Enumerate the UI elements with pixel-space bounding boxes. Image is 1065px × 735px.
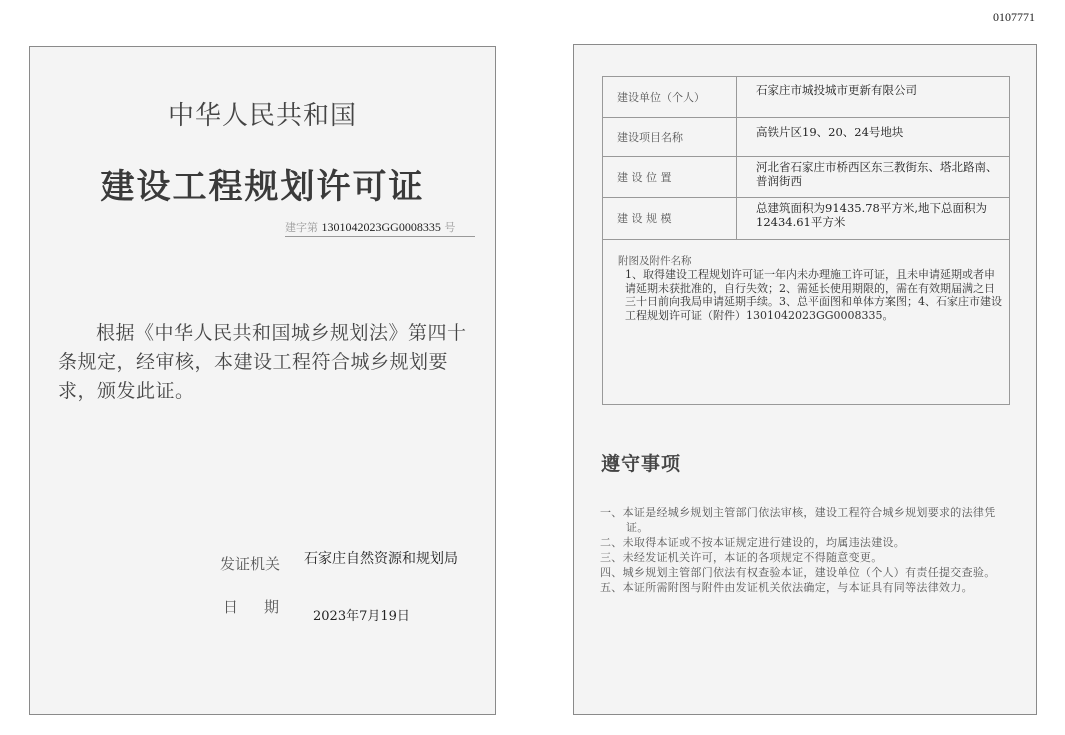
issuer-label: 发证机关 (220, 555, 281, 573)
country-name: 中华人民共和国 (167, 101, 357, 131)
scale-value: 总建筑面积为91435.78平方米,地下总面积为12434.61平方米 (756, 201, 988, 229)
certificate-cover-page (29, 46, 496, 715)
issue-date: 2023年7月19日 (313, 609, 410, 624)
attachments-label: 附图及附件名称 (618, 255, 692, 267)
table-row-scale (603, 197, 1009, 240)
attachments-section (603, 239, 1009, 404)
table-row-location (603, 156, 1009, 198)
table-row-project (603, 117, 1009, 157)
project-label: 建设项目名称 (603, 117, 737, 156)
notice-item: 二、未取得本证或不按本证规定进行建设的，均属违法建设。 (600, 536, 906, 549)
date-label: 日期 (223, 598, 306, 616)
certificate-title: 建设工程规划许可证 (100, 167, 425, 207)
location-value: 河北省石家庄市桥西区东三教街东、塔北路南、普润街西 (756, 160, 998, 188)
notice-title: 遵守事项 (601, 453, 682, 475)
attachments-text: 1、取得建设工程规划许可证一年内未办理施工许可证，且未申请延期或者申请延期未获批准的，自行失效；2、需延长使用期限的，需在有效期届满之日三十日前向我局申请延期手续。3、总平面图和单体方案图；4、石家庄市建设工程规划许可证（附件）1301042023GG0008335。 (625, 268, 1002, 322)
certificate-number: 130104202​3GG0008335 (321, 220, 441, 234)
notice-item: 三、未经发证机关许可，本证的各项规定不得随意变更。 (600, 551, 883, 564)
certificate-detail-page (573, 44, 1037, 715)
approval-statement: 根据《中华人民共和国城乡规划法》第四十条规定，经审核，本建设工程符合城乡规划要求，颁发此证。 (58, 322, 467, 402)
serial-number: 0107771 (993, 10, 1035, 24)
notice-item: 五、本证所需附图与附件由发证机关依法确定，与本证具有同等法律效力。 (600, 581, 973, 594)
scale-label: 建 设 规 模 (603, 197, 737, 239)
issuer-value: 石家庄自然资源和规划局 (304, 551, 458, 567)
notice-item: 一、本证是经城乡规划主管部门依法审核，建设工程符合城乡规划要求的法律凭证。 (600, 506, 996, 534)
unit-value: 石家庄市城投城市更新有限公司 (756, 83, 917, 97)
certificate-number-line (285, 219, 475, 237)
number-prefix: 建字第 (285, 221, 318, 234)
project-value: 高铁片区19、20、24号地块 (756, 125, 904, 139)
project-info-table (602, 76, 1010, 405)
notice-list (600, 505, 1012, 595)
notice-item: 四、城乡规划主管部门依法有权查验本证，建设单位（个人）有责任提交查验。 (600, 566, 996, 579)
location-label: 建 设 位 置 (603, 156, 737, 197)
unit-label: 建设单位（个人） (603, 77, 737, 117)
number-suffix: 号 (444, 221, 456, 234)
table-row-unit (603, 77, 1009, 118)
